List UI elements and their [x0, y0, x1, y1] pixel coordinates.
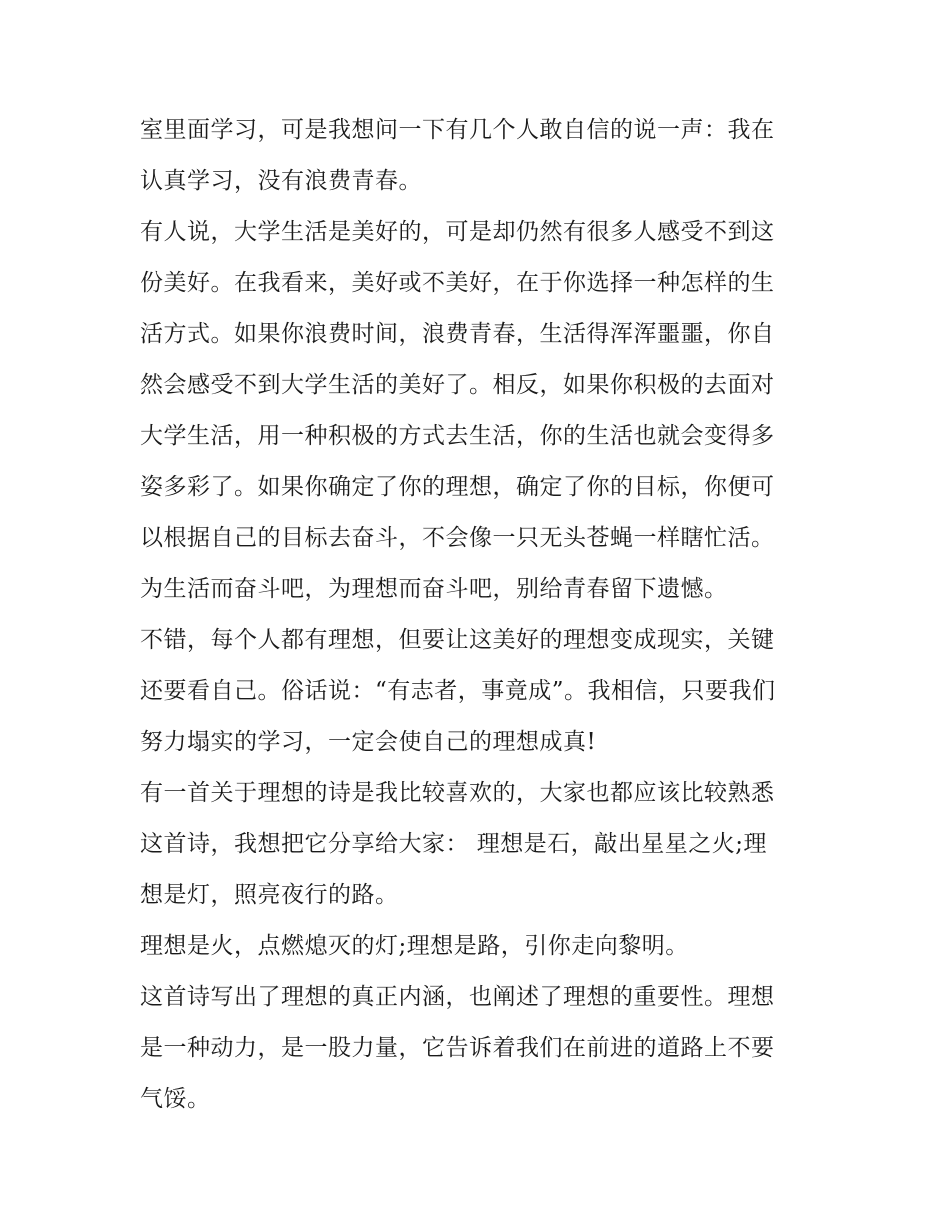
text-line: 还要看自己。俗话说：“有志者，事竟成”。我相信，只要我们: [140, 678, 776, 704]
text-line: 气馁。: [140, 1086, 211, 1112]
text-line: 想是灯，照亮夜行的路。: [140, 882, 399, 908]
text-line: 为生活而奋斗吧，为理想而奋斗吧，别给青春留下遗憾。: [140, 576, 728, 602]
text-line: 不错，每个人都有理想，但要让这美好的理想变成现实，关键: [140, 627, 775, 653]
text-line: 有人说，大学生活是美好的，可是却仍然有很多人感受不到这: [140, 219, 775, 245]
text-line: 努力塌实的学习，一定会使自己的理想成真!: [140, 729, 597, 755]
text-line: 理想是火，点燃熄灭的灯;理想是路，引你走向黎明。: [140, 933, 689, 959]
text-line: 这首诗，我想把它分享给大家： 理想是石，敲出星星之火;理: [140, 831, 768, 857]
text-line: 大学生活，用一种积极的方式去生活，你的生活也就会变得多: [140, 423, 775, 449]
text-line: 然会感受不到大学生活的美好了。相反，如果你积极的去面对: [140, 372, 775, 398]
text-line: 以根据自己的目标去奋斗，不会像一只无头苍蝇一样瞎忙活。: [140, 525, 775, 551]
text-line: 活方式。如果你浪费时间，浪费青春，生活得浑浑噩噩，你自: [140, 321, 775, 347]
text-line: 认真学习，没有浪费青春。: [140, 168, 422, 194]
body-text: [140, 105, 820, 1125]
text-line: 有一首关于理想的诗是我比较喜欢的，大家也都应该比较熟悉: [140, 780, 775, 806]
text-line: 是一种动力，是一股力量，它告诉着我们在前进的道路上不要: [140, 1035, 775, 1061]
text-line: 这首诗写出了理想的真正内涵，也阐述了理想的重要性。理想: [140, 984, 775, 1010]
text-line: 姿多彩了。如果你确定了你的理想，确定了你的目标，你便可: [140, 474, 775, 500]
text-line: 室里面学习，可是我想问一下有几个人敢自信的说一声：我在: [140, 117, 775, 143]
text-line: 份美好。在我看来，美好或不美好，在于你选择一种怎样的生: [140, 270, 775, 296]
